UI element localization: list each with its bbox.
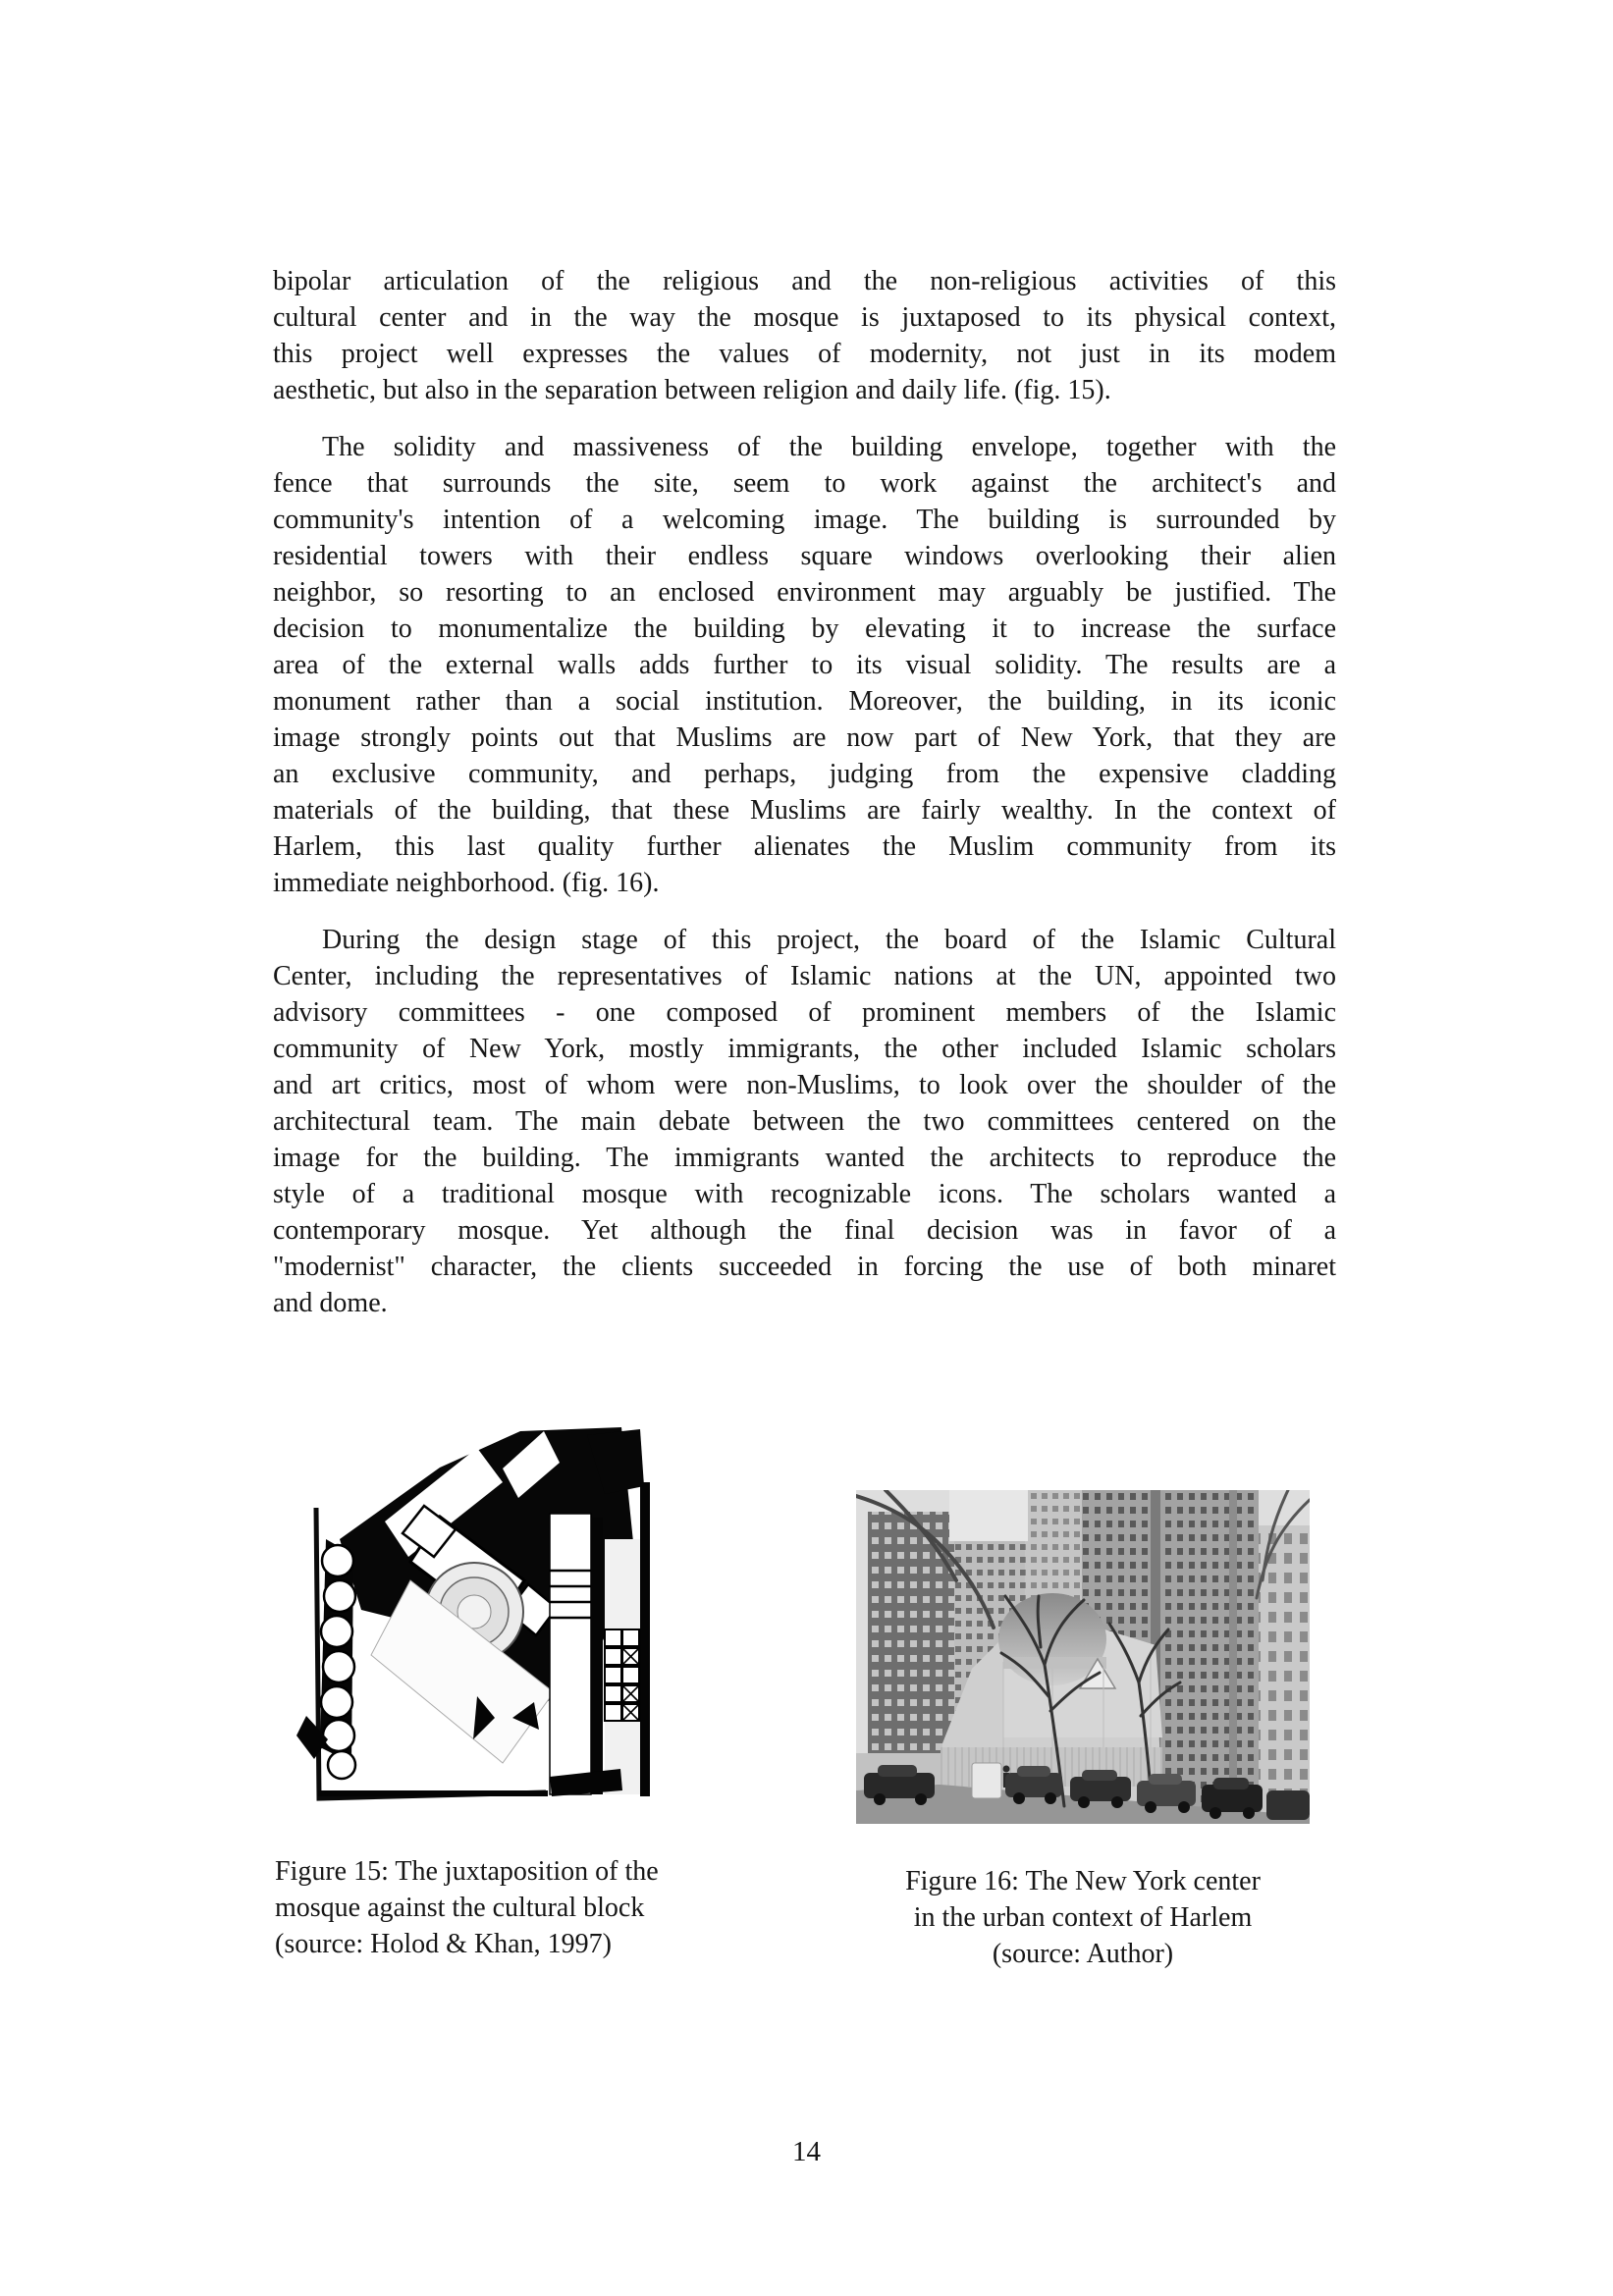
text-line: Harlem, this last quality further alienates the Muslim community from its — [273, 831, 1336, 862]
paragraph — [273, 922, 1336, 1321]
caption-line: mosque against the cultural block — [275, 1893, 645, 1923]
text-line: this project well expresses the values of modernity, not just in its modem — [273, 339, 1336, 369]
text-line: image for the building. The immigrants wanted the architects to reproduce the — [273, 1143, 1336, 1173]
text-line: image strongly points out that Muslims are now part of New York, that they are — [273, 722, 1336, 753]
text-line: and dome. — [273, 1288, 388, 1318]
caption-line: Figure 15: The juxtaposition of the — [275, 1856, 659, 1887]
text-line: aesthetic, but also in the separation between religion and daily life. (fig. 15). — [273, 375, 1111, 405]
text-line: architectural team. The main debate between the two committees centered on the — [273, 1106, 1336, 1137]
text-line: During the design stage of this project, the board of the Islamic Cultural — [322, 925, 1336, 955]
caption-line: (source: Author) — [992, 1939, 1174, 1969]
text-line: "modernist" character, the clients succeeded in forcing the use of both minaret — [273, 1252, 1336, 1282]
text-line: advisory committees - one composed of prominent members of the Islamic — [273, 997, 1336, 1028]
paragraph — [273, 263, 1336, 408]
text-line: area of the external walls adds further to its visual solidity. The results are a — [273, 650, 1336, 680]
body-text — [273, 263, 1336, 1321]
caption-line: Figure 16: The New York center — [905, 1866, 1261, 1896]
text-line: decision to monumentalize the building by elevating it to increase the surface — [273, 614, 1336, 644]
text-line: an exclusive community, and perhaps, judging from the expensive cladding — [273, 759, 1336, 789]
figure-15-plan-image — [293, 1423, 673, 1814]
figure-16-photo-image — [856, 1490, 1310, 1824]
text-line: cultural center and in the way the mosque is juxtaposed to its physical context, — [273, 302, 1336, 333]
text-line: contemporary mosque. Yet although the final decision was in favor of a — [273, 1215, 1336, 1246]
text-line: neighbor, so resorting to an enclosed environment may arguably be justified. The — [273, 577, 1336, 608]
text-line: Center, including the representatives of Islamic nations at the UN, appointed two — [273, 961, 1336, 991]
text-line: and art critics, most of whom were non-Muslims, to look over the shoulder of the — [273, 1070, 1336, 1100]
figure-16-caption — [842, 1863, 1323, 1972]
text-line: immediate neighborhood. (fig. 16). — [273, 868, 660, 898]
text-line: materials of the building, that these Muslims are fairly wealthy. In the context of — [273, 795, 1336, 826]
text-line: residential towers with their endless square windows overlooking their alien — [273, 541, 1336, 571]
text-line: fence that surrounds the site, seem to work against the architect's and — [273, 468, 1336, 499]
text-line: community's intention of a welcoming image. The building is surrounded by — [273, 505, 1336, 535]
text-line: community of New York, mostly immigrants, the other included Islamic scholars — [273, 1034, 1336, 1064]
page-number: 14 — [792, 2136, 821, 2167]
text-line: monument rather than a social institution. Moreover, the building, in its iconic — [273, 686, 1336, 717]
text-line: style of a traditional mosque with recognizable icons. The scholars wanted a — [273, 1179, 1336, 1209]
paragraph — [273, 429, 1336, 901]
caption-line: (source: Holod & Khan, 1997) — [275, 1929, 612, 1959]
text-line: The solidity and massiveness of the building envelope, together with the — [322, 432, 1336, 462]
caption-line: in the urban context of Harlem — [913, 1902, 1253, 1933]
text-line: bipolar articulation of the religious and the non-religious activities of this — [273, 266, 1336, 296]
figure-15-caption — [275, 1853, 776, 1962]
